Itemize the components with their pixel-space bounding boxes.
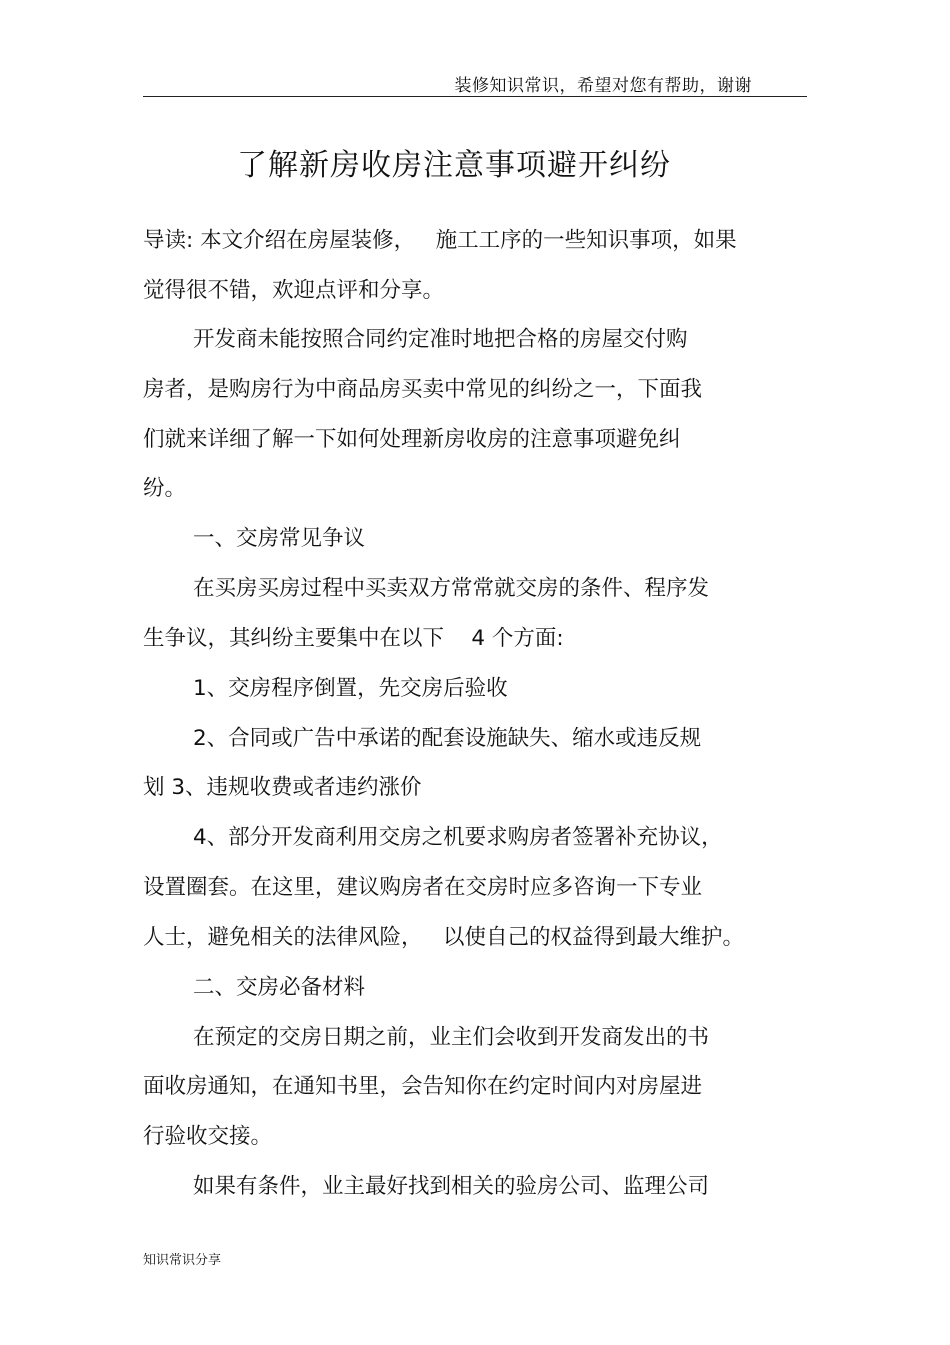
paragraph-line: 生争议，其纠纷主要集中在以下 4 个方面:	[143, 626, 564, 651]
intro-line-2: 觉得很不错，欢迎点评和分享。	[143, 278, 445, 303]
section-heading-2: 二、交房必备材料	[193, 975, 366, 1000]
section-heading-1: 一、交房常见争议	[193, 526, 366, 551]
intro-line-1: 导读: 本文介绍在房屋装修， 施工工序的一些知识事项，如果	[143, 228, 737, 253]
paragraph-line: 们就来详细了解一下如何处理新房收房的注意事项避免纠	[143, 427, 681, 452]
paragraph-line: 行验收交接。	[143, 1124, 273, 1149]
list-item-4: 4、部分开发商利用交房之机要求购房者签署补充协议，	[193, 825, 723, 850]
page-header-text: 装修知识常识，希望对您有帮助，谢谢	[454, 76, 752, 96]
document-title: 了解新房收房注意事项避开纠纷	[237, 148, 671, 183]
paragraph-line: 面收房通知，在通知书里，会告知你在约定时间内对房屋进	[143, 1074, 703, 1099]
header-rule	[143, 96, 807, 97]
paragraph-line: 开发商未能按照合同约定准时地把合格的房屋交付购	[193, 327, 688, 352]
paragraph-line: 在预定的交房日期之前，业主们会收到开发商发出的书	[193, 1025, 710, 1050]
paragraph-line: 设置圈套。在这里，建议购房者在交房时应多咨询一下专业	[143, 875, 703, 900]
page-footer-text: 知识常识分享	[143, 1253, 222, 1268]
paragraph-line: 人士，避免相关的法律风险， 以使自己的权益得到最大维护。	[143, 925, 745, 950]
paragraph-line: 房者，是购房行为中商品房买卖中常见的纠纷之一，下面我	[143, 377, 703, 402]
list-item-3: 划 3、违规收费或者违约涨价	[143, 775, 422, 800]
list-item-1: 1、交房程序倒置，先交房后验收	[193, 676, 508, 701]
list-item-2: 2、合同或广告中承诺的配套设施缺失、缩水或违反规	[193, 726, 702, 751]
paragraph-line: 纷。	[143, 476, 187, 501]
paragraph-line: 如果有条件，业主最好找到相关的验房公司、监理公司	[193, 1174, 710, 1199]
paragraph-line: 在买房买房过程中买卖双方常常就交房的条件、程序发	[193, 576, 710, 601]
